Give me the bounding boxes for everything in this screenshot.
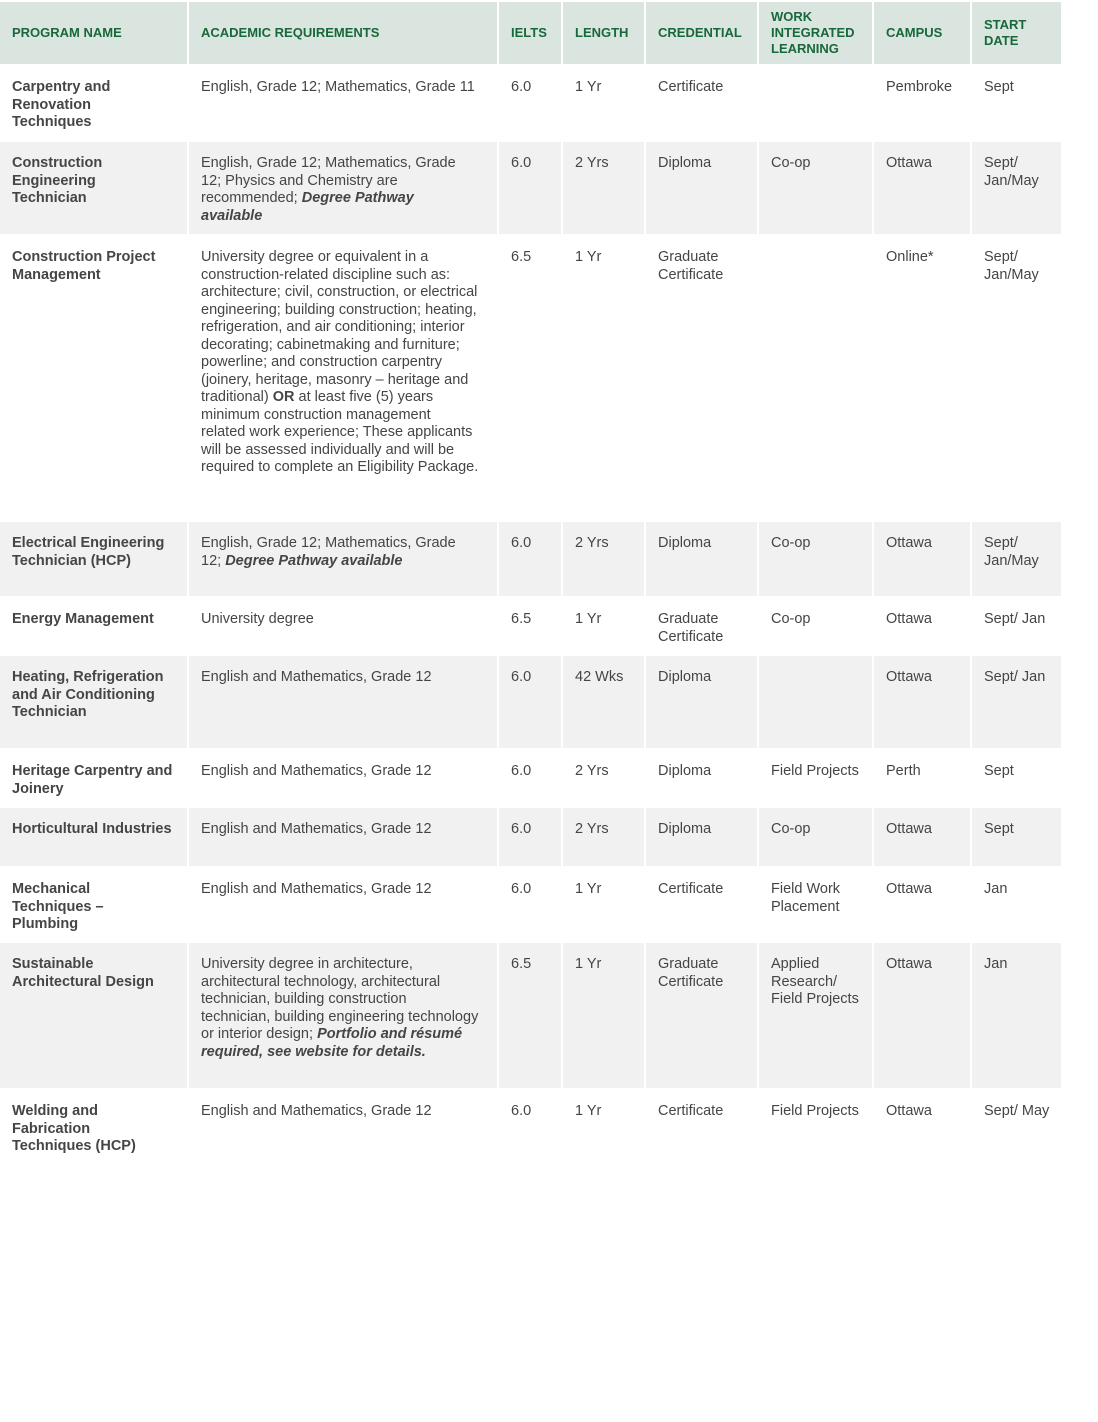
table-row — [0, 808, 1061, 866]
requirements-text: OR — [272, 389, 295, 405]
cell-campus: Ottawa — [874, 808, 970, 866]
cell-program-name: Mechanical Techniques – Plumbing — [0, 868, 187, 941]
requirements-text: English and Mathematics, Grade 12 — [201, 881, 432, 897]
requirements-text: University degree — [201, 611, 314, 627]
cell-campus: Ottawa — [874, 1090, 970, 1160]
cell-program-name: Carpentry and Renovation Techniques — [0, 66, 187, 140]
header-academic-requirements: ACADEMIC REQUIREMENTS — [189, 2, 497, 64]
cell-academic-requirements — [189, 142, 497, 234]
cell-ielts: 6.0 — [499, 656, 561, 748]
cell-program-name: Sustainable Architectural Design — [0, 943, 187, 1088]
cell-academic-requirements — [189, 598, 497, 654]
cell-ielts: 6.0 — [499, 522, 561, 596]
cell-work-integrated-learning: Field Projects — [759, 1090, 872, 1160]
cell-credential: Diploma — [646, 750, 757, 806]
cell-credential: Graduate Certificate — [646, 943, 757, 1088]
table-row — [0, 236, 1061, 520]
cell-campus: Ottawa — [874, 522, 970, 596]
header-length: LENGTH — [563, 2, 644, 64]
requirements-text: English, Grade 12; Mathematics, Grade 12; Physics and Chemistry are recommended; — [201, 155, 456, 206]
requirements-text: English and Mathematics, Grade 12 — [201, 821, 432, 837]
table-row — [0, 142, 1061, 234]
cell-start-date: Sept/ Jan — [972, 598, 1061, 654]
header-program-name: PROGRAM NAME — [0, 2, 187, 64]
cell-length: 1 Yr — [563, 66, 644, 140]
cell-work-integrated-learning: Co-op — [759, 522, 872, 596]
cell-work-integrated-learning: Field Projects — [759, 750, 872, 806]
requirements-text: English, Grade 12; Mathematics, Grade 11 — [201, 79, 475, 95]
cell-length: 1 Yr — [563, 943, 644, 1088]
cell-academic-requirements — [189, 868, 497, 941]
requirements-text: Degree Pathway available — [201, 190, 414, 224]
requirements-text: Portfolio and résumé required, see website for details. — [201, 1026, 463, 1060]
cell-ielts: 6.5 — [499, 598, 561, 654]
table-row — [0, 656, 1061, 748]
cell-ielts: 6.0 — [499, 1090, 561, 1160]
cell-length: 42 Wks — [563, 656, 644, 748]
cell-campus: Pembroke — [874, 66, 970, 140]
header-work-integrated-learning: WORK INTEGRATED LEARNING — [759, 2, 872, 64]
cell-start-date: Sept — [972, 66, 1061, 140]
cell-campus: Ottawa — [874, 943, 970, 1088]
cell-start-date: Sept/ Jan/May — [972, 522, 1061, 596]
cell-start-date: Jan — [972, 868, 1061, 941]
cell-credential: Diploma — [646, 656, 757, 748]
cell-ielts: 6.0 — [499, 66, 561, 140]
cell-program-name: Heritage Carpentry and Joinery — [0, 750, 187, 806]
cell-ielts: 6.0 — [499, 868, 561, 941]
requirements-text: English, Grade 12; Mathematics, Grade 12; — [201, 535, 456, 569]
header-ielts: IELTS — [499, 2, 561, 64]
cell-campus: Perth — [874, 750, 970, 806]
header-start-date: START DATE — [972, 2, 1061, 64]
table-header — [0, 2, 1061, 64]
table-row — [0, 66, 1061, 140]
cell-ielts: 6.0 — [499, 808, 561, 866]
cell-length: 2 Yrs — [563, 142, 644, 234]
cell-ielts: 6.5 — [499, 943, 561, 1088]
cell-work-integrated-learning — [759, 236, 872, 520]
cell-length: 2 Yrs — [563, 522, 644, 596]
cell-academic-requirements — [189, 236, 497, 520]
table-row — [0, 943, 1061, 1088]
programs-table — [0, 2, 1061, 1162]
requirements-text: English and Mathematics, Grade 12 — [201, 669, 432, 685]
requirements-text: at least five (5) years minimum construction management related work experience; These applicants will be assessed individually and will be required to complete an Eligibility Package. — [201, 389, 479, 475]
cell-start-date: Sept — [972, 808, 1061, 866]
cell-program-name: Electrical Engineering Technician (HCP) — [0, 522, 187, 596]
cell-length: 1 Yr — [563, 1090, 644, 1160]
cell-start-date: Jan — [972, 943, 1061, 1088]
cell-program-name: Energy Management — [0, 598, 187, 654]
cell-work-integrated-learning: Co-op — [759, 598, 872, 654]
cell-start-date: Sept/ May — [972, 1090, 1061, 1160]
cell-work-integrated-learning: Co-op — [759, 142, 872, 234]
cell-program-name: Heating, Refrigeration and Air Conditioning Technician — [0, 656, 187, 748]
cell-program-name: Horticultural Industries — [0, 808, 187, 866]
cell-campus: Ottawa — [874, 598, 970, 654]
requirements-text: English and Mathematics, Grade 12 — [201, 1103, 432, 1119]
cell-credential: Certificate — [646, 868, 757, 941]
cell-length: 2 Yrs — [563, 808, 644, 866]
cell-ielts: 6.5 — [499, 236, 561, 520]
cell-academic-requirements — [189, 522, 497, 596]
cell-length: 1 Yr — [563, 236, 644, 520]
cell-credential: Certificate — [646, 66, 757, 140]
cell-campus: Online* — [874, 236, 970, 520]
table-row — [0, 868, 1061, 941]
cell-academic-requirements — [189, 656, 497, 748]
cell-academic-requirements — [189, 943, 497, 1088]
cell-program-name: Welding and Fabrication Techniques (HCP) — [0, 1090, 187, 1160]
cell-length: 1 Yr — [563, 598, 644, 654]
cell-ielts: 6.0 — [499, 142, 561, 234]
cell-credential: Certificate — [646, 1090, 757, 1160]
cell-start-date: Sept/ Jan/May — [972, 142, 1061, 234]
cell-start-date: Sept/ Jan/May — [972, 236, 1061, 520]
cell-work-integrated-learning: Co-op — [759, 808, 872, 866]
cell-work-integrated-learning — [759, 66, 872, 140]
cell-work-integrated-learning: Field Work Placement — [759, 868, 872, 941]
cell-length: 2 Yrs — [563, 750, 644, 806]
cell-start-date: Sept — [972, 750, 1061, 806]
header-credential: CREDENTIAL — [646, 2, 757, 64]
cell-credential: Graduate Certificate — [646, 236, 757, 520]
cell-work-integrated-learning — [759, 656, 872, 748]
cell-campus: Ottawa — [874, 656, 970, 748]
requirements-text: University degree in architecture, architectural technology, architectural technician, building construction technician, building engineering technology or interior design; — [201, 956, 479, 1042]
requirements-text: University degree or equivalent in a construction-related discipline such as: architecture; civil, construction, or electrical engineering; building construction; heating, refrigeration, and air conditioning; interior decorating; cabinetmaking and furniture; powerline; and construction carpentry (joinery, heritage, masonry – heritage and traditional) — [201, 249, 478, 405]
requirements-text: Degree Pathway available — [225, 552, 403, 569]
cell-length: 1 Yr — [563, 868, 644, 941]
cell-academic-requirements — [189, 750, 497, 806]
cell-program-name: Construction Project Management — [0, 236, 187, 520]
table-row — [0, 598, 1061, 654]
header-campus: CAMPUS — [874, 2, 970, 64]
requirements-text: English and Mathematics, Grade 12 — [201, 763, 432, 779]
cell-academic-requirements — [189, 66, 497, 140]
cell-program-name: Construction Engineering Technician — [0, 142, 187, 234]
cell-work-integrated-learning: Applied Research/ Field Projects — [759, 943, 872, 1088]
cell-credential: Graduate Certificate — [646, 598, 757, 654]
cell-academic-requirements — [189, 1090, 497, 1160]
cell-credential: Diploma — [646, 808, 757, 866]
cell-campus: Ottawa — [874, 142, 970, 234]
cell-credential: Diploma — [646, 522, 757, 596]
cell-credential: Diploma — [646, 142, 757, 234]
cell-start-date: Sept/ Jan — [972, 656, 1061, 748]
table-row — [0, 1090, 1061, 1160]
table-row — [0, 750, 1061, 806]
cell-academic-requirements — [189, 808, 497, 866]
cell-campus: Ottawa — [874, 868, 970, 941]
cell-ielts: 6.0 — [499, 750, 561, 806]
table-row — [0, 522, 1061, 596]
